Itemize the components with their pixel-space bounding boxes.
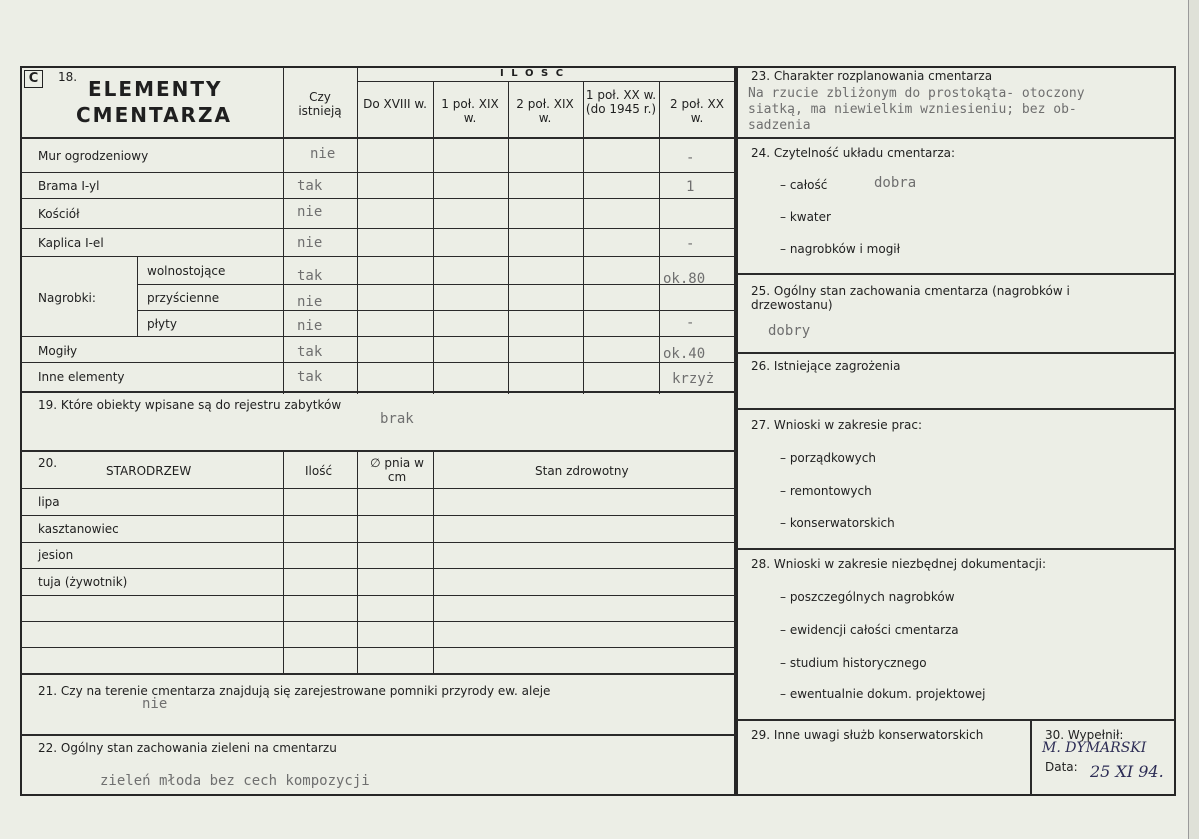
row-line — [21, 172, 736, 173]
row-line — [21, 336, 736, 337]
section-28-item: – ewidencji całości cmentarza — [780, 623, 959, 637]
table-header-line — [21, 137, 736, 139]
col-header-xviii: Do XVIII w. — [363, 97, 427, 111]
row-label: Brama I-yl — [38, 179, 100, 193]
row-line — [21, 256, 736, 257]
col-header-2pol-xx: 2 poł. XX w. — [670, 97, 724, 125]
section-21-label: 21. Czy na terenie cmentarza znajdują się zarejestrowane pomniki przyrody ew. aleje — [38, 684, 551, 698]
section-24-calosc-value: dobra — [874, 175, 917, 191]
section-divider — [737, 548, 1175, 550]
tree-name: jesion — [38, 548, 74, 562]
row-label: Inne elementy — [38, 370, 125, 384]
col-header-pnia: ∅ pnia w cm — [370, 456, 424, 484]
exists-value: tak — [297, 344, 323, 360]
col-divider — [583, 82, 584, 394]
section-28-item: – ewentualnie dokum. projektowej — [780, 687, 986, 701]
tree-name: kasztanowiec — [38, 522, 119, 536]
section-divider — [737, 352, 1175, 354]
section-21-value: nie — [142, 696, 168, 712]
row-line — [21, 488, 736, 489]
section-divider — [737, 408, 1175, 410]
col-divider — [283, 67, 284, 394]
section-22-value: zieleń młoda bez cech kompozycji — [100, 773, 370, 789]
exists-value: nie — [297, 235, 323, 251]
row-sublabel: przyścienne — [147, 291, 220, 305]
count-value: ok.80 — [663, 271, 706, 287]
section-29-label: 29. Inne uwagi służb konserwatorskich — [751, 728, 984, 742]
section-24-item: – całość — [780, 178, 828, 192]
exists-value: tak — [297, 369, 323, 385]
tree-name: tuja (żywotnik) — [38, 575, 128, 589]
count-value: ok.40 — [663, 346, 706, 362]
nagrobki-divider — [137, 256, 138, 336]
col-header-ilosc-trees: Ilość — [305, 464, 333, 478]
count-value: - — [686, 315, 695, 331]
section-18-title-line2: CMENTARZA — [76, 103, 232, 127]
section-28-item: – poszczególnych nagrobków — [780, 590, 955, 604]
section-divider — [21, 673, 736, 675]
section-divider — [737, 719, 1175, 721]
exists-value: nie — [297, 204, 323, 220]
exists-value: tak — [297, 178, 323, 194]
col-header-exists: Czy istnieją — [298, 90, 342, 118]
count-value: - — [686, 236, 695, 252]
exists-value: nie — [297, 294, 323, 310]
section-23-line1: Na rzucie zbliżonym do prostokąta- otoczony — [748, 86, 1085, 101]
section-27-label: 27. Wnioski w zakresie prac: — [751, 418, 923, 432]
section-23-label: 23. Charakter rozplanowania cmentarza — [751, 69, 993, 83]
section-28-label: 28. Wnioski w zakresie niezbędnej dokumentacji: — [751, 557, 1047, 571]
col-divider — [357, 67, 358, 394]
date-handwritten: 25 XI 94. — [1090, 762, 1164, 781]
row-label: Nagrobki: — [38, 291, 96, 305]
row-sublabel: wolnostojące — [147, 264, 226, 278]
col-divider — [1030, 719, 1032, 795]
row-line — [21, 647, 736, 648]
col-divider — [433, 450, 434, 674]
section-18-number: 18. — [58, 70, 78, 84]
col-header-1pol-xx: 1 poł. XX w. (do 1945 r.) — [585, 88, 657, 116]
section-27-item: – remontowych — [780, 484, 872, 498]
row-line — [21, 515, 736, 516]
col-divider — [283, 450, 284, 674]
section-24-item: – kwater — [780, 210, 831, 224]
section-19-value: brak — [380, 411, 414, 427]
row-line — [21, 568, 736, 569]
section-28-item: – studium historycznego — [780, 656, 927, 670]
row-line — [21, 362, 736, 363]
section-26-label: 26. Istniejące zagrożenia — [751, 359, 901, 373]
tree-name: lipa — [38, 495, 60, 509]
section-divider — [21, 391, 736, 393]
count-value: krzyż — [672, 371, 715, 387]
col-header-1pol-xix: 1 poł. XIX w. — [441, 97, 499, 125]
section-23-line3: sadzenia — [748, 118, 811, 133]
row-line — [21, 542, 736, 543]
row-label: Mogiły — [38, 344, 78, 358]
row-line — [21, 198, 736, 199]
card-edge — [1188, 0, 1199, 839]
section-20-title: STARODRZEW — [106, 464, 192, 478]
col-header-2pol-xix: 2 poł. XIX w. — [516, 97, 574, 125]
row-line — [137, 284, 736, 285]
exists-value: nie — [310, 146, 336, 162]
section-divider — [737, 273, 1175, 275]
col-divider — [508, 82, 509, 394]
ilosc-underline — [357, 81, 736, 82]
section-25-value: dobry — [768, 323, 811, 339]
row-line — [21, 595, 736, 596]
section-24-label: 24. Czytelność układu cmentarza: — [751, 146, 956, 160]
section-18-title-line1: ELEMENTY — [88, 77, 223, 101]
section-30-label: 30. Wypełnił: — [1045, 728, 1124, 742]
section-27-item: – porządkowych — [780, 451, 876, 465]
exists-value: nie — [297, 318, 323, 334]
col-divider — [433, 82, 434, 394]
count-value: - — [686, 150, 695, 166]
filled-by-signature: M. DYMARSKI — [1042, 740, 1147, 756]
section-letter-box: C — [24, 70, 43, 88]
row-label: Kościół — [38, 207, 80, 221]
row-label: Kaplica I-el — [38, 236, 104, 250]
row-sublabel: płyty — [147, 317, 177, 331]
exists-value: tak — [297, 268, 323, 284]
section-divider — [21, 450, 736, 452]
col-header-ilosc: I L O Ś Ć — [500, 68, 566, 79]
section-divider — [737, 137, 1175, 139]
col-header-stan: Stan zdrowotny — [535, 464, 629, 478]
section-27-item: – konserwatorskich — [780, 516, 895, 530]
section-23-line2: siatką, ma niewielkim wzniesieniu; bez ob- — [748, 102, 1077, 117]
section-divider — [21, 734, 736, 736]
row-line — [21, 228, 736, 229]
section-30-date-label: Data: — [1045, 760, 1078, 774]
col-divider — [659, 82, 660, 394]
count-value: 1 — [686, 179, 695, 195]
col-divider — [357, 450, 358, 674]
section-19-label: 19. Które obiekty wpisane są do rejestru zabytków — [38, 398, 342, 412]
section-20-number: 20. — [38, 456, 58, 470]
section-22-label: 22. Ogólny stan zachowania zieleni na cmentarzu — [38, 741, 337, 755]
row-label: Mur ogrodzeniowy — [38, 149, 149, 163]
row-line — [137, 310, 736, 311]
section-25-label: 25. Ogólny stan zachowania cmentarza (nagrobków i drzewostanu) — [751, 284, 1070, 312]
section-24-item: – nagrobków i mogił — [780, 242, 901, 256]
row-line — [21, 621, 736, 622]
